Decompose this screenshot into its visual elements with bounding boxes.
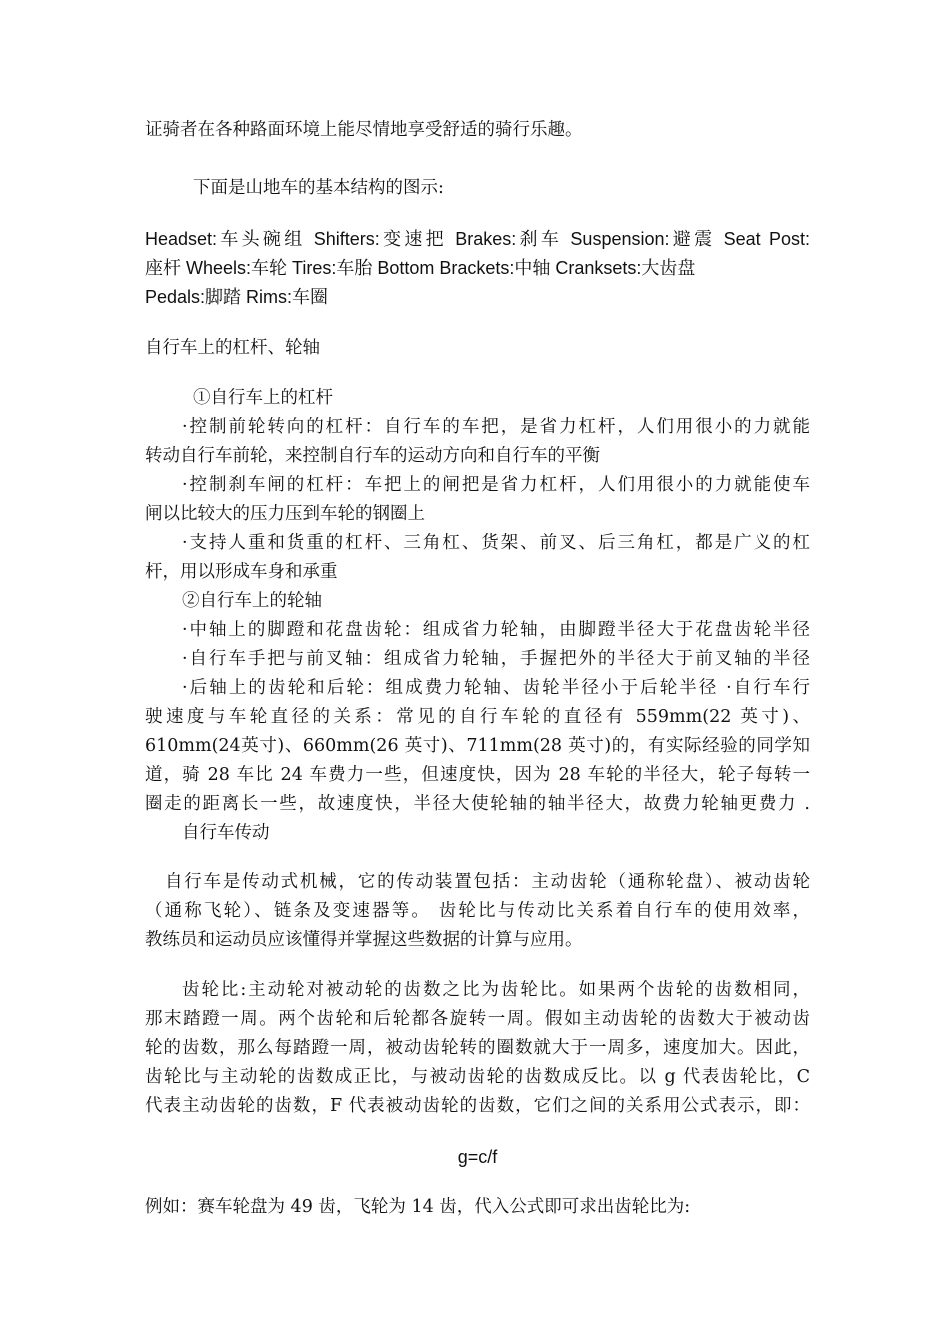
subheading-levers: ①自行车上的杠杆 (193, 388, 333, 408)
section-heading-lever-axle: 自行车上的杠杆、轮轴 (145, 338, 320, 358)
parts-list-line-3: Pedals:脚踏 Rims:车圈 (145, 287, 329, 307)
section-heading-transmission: 自行车传动 (182, 823, 270, 843)
parts-list-line-2: 座杆 Wheels:车轮 Tires:车胎 Bottom Brackets:中轴 Cranksets:大齿盘 (145, 258, 696, 278)
example-line: 例如：赛车轮盘为 49 齿，飞轮为 14 齿，代入公式即可求出齿轮比为: (145, 1197, 691, 1217)
gear-ratio-formula: g=c/f (457, 1147, 498, 1167)
transmission-para-line-2: （通称飞轮）、链条及变速器等。 齿轮比与传动比关系着自行车的使用效率， (145, 901, 810, 921)
diagram-intro-line: 下面是山地车的基本结构的图示: (193, 178, 444, 198)
lever-item-3-line-2: 杆，用以形成车身和承重 (145, 562, 338, 582)
axle-item-3-line-2: 驶速度与车轮直径的关系：常见的自行车轮的直径有 559mm(22 英寸)、 (145, 707, 810, 727)
axle-item-3-line-4: 道，骑 28 车比 24 车费力一些，但速度快，因为 28 车轮的半径大，轮子每转一 (145, 765, 810, 785)
subheading-wheel-axles: ②自行车上的轮轴 (182, 591, 322, 611)
gear-ratio-para-line-4: 齿轮比与主动轮的齿数成正比，与被动齿轮的齿数成反比。以 g 代表齿轮比，C (145, 1067, 810, 1087)
lever-item-2-line-1: ·控制刹车闸的杠杆：车把上的闸把是省力杠杆，人们用很小的力就能使车 (182, 475, 810, 495)
parts-list-line-1: Headset:车头碗组 Shifters:变速把 Brakes:刹车 Suspension:避震 Seat Post: (145, 229, 810, 249)
transmission-para-line-1: 自行车是传动式机械，它的传动装置包括：主动齿轮（通称轮盘）、被动齿轮 (165, 872, 810, 892)
lever-item-1-line-1: ·控制前轮转向的杠杆：自行车的车把，是省力杠杆，人们用很小的力就能 (182, 417, 810, 437)
axle-item-1: ·中轴上的脚蹬和花盘齿轮：组成省力轮轴，由脚蹬半径大于花盘齿轮半径 (182, 620, 810, 640)
gear-ratio-para-line-2: 那末踏蹬一周。两个齿轮和后轮都各旋转一周。假如主动齿轮的齿数大于被动齿 (145, 1009, 810, 1029)
gear-ratio-para-line-5: 代表主动齿轮的齿数，F 代表被动齿轮的齿数，它们之间的关系用公式表示，即： (145, 1096, 810, 1116)
lever-item-3-line-1: ·支持人重和货重的杠杆、三角杠、货架、前叉、后三角杠，都是广义的杠 (182, 533, 810, 553)
lever-item-1-line-2: 转动自行车前轮，来控制自行车的运动方向和自行车的平衡 (145, 446, 600, 466)
paragraph-intro-ending: 证骑者在各种路面环境上能尽情地享受舒适的骑行乐趣。 (145, 120, 583, 140)
gear-ratio-para-line-1: 齿轮比:主动轮对被动轮的齿数之比为齿轮比。如果两个齿轮的齿数相同， (182, 980, 810, 1000)
transmission-para-line-3: 教练员和运动员应该懂得并掌握这些数据的计算与应用。 (145, 930, 583, 950)
axle-item-3-line-5: 圈走的距离长一些，故速度快，半径大使轮轴的轴半径大，故费力轮轴更费力 . (145, 794, 810, 814)
axle-item-3-line-1: ·后轴上的齿轮和后轮：组成费力轮轴、齿轮半径小于后轮半径 ·自行车行 (182, 678, 810, 698)
lever-item-2-line-2: 闸以比较大的压力压到车轮的钢圈上 (145, 504, 425, 524)
axle-item-2: ·自行车手把与前叉轴：组成省力轮轴，手握把外的半径大于前叉轴的半径 (182, 649, 810, 669)
axle-item-3-line-3: 610mm(24英寸)、660mm(26 英寸)、711mm(28 英寸)的，有实际经验的同学知 (145, 736, 810, 756)
gear-ratio-para-line-3: 轮的齿数，那么每踏蹬一周，被动齿轮转的圈数就大于一周多，速度加大。因此， (145, 1038, 810, 1058)
